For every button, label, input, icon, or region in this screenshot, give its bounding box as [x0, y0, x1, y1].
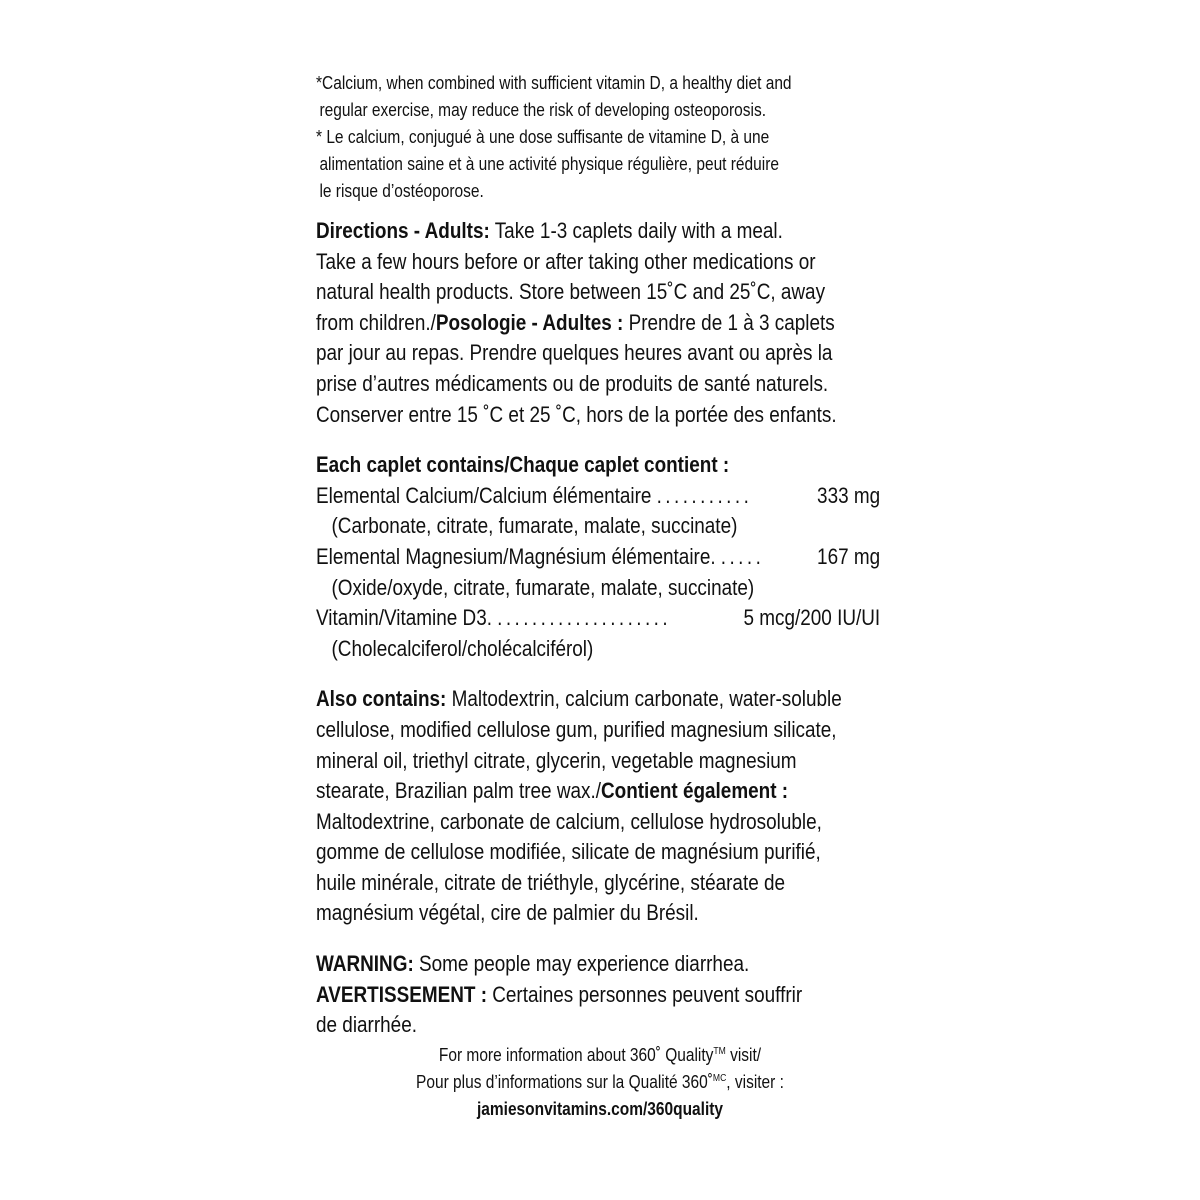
- also-contains-text: gomme de cellulose modifiée, silicate de magnésium purifié,: [316, 839, 821, 865]
- ingredient-row: [316, 481, 880, 512]
- ingredient-leader-dots: .....: [720, 543, 765, 569]
- ingredient-amount: 5 mcg/200 IU/UI: [743, 605, 881, 631]
- ingredient-name: Vitamin/Vitamine D3.: [316, 605, 492, 631]
- ingredient-leader-dots: ....................: [497, 605, 672, 631]
- directions-text: par jour au repas. Prendre quelques heures avant ou après la: [316, 340, 833, 366]
- also-contains-text: Maltodextrine, carbonate de calcium, cellulose hydrosoluble,: [316, 808, 822, 834]
- osteoporosis-claim: [316, 70, 896, 205]
- directions-text: Take a few hours before or after taking other medications or: [316, 248, 816, 274]
- also-contains-text: mineral oil, triethyl citrate, glycerin, vegetable magnesium: [316, 747, 797, 773]
- also-contains-text: Maltodextrin, calcium carbonate, water-soluble: [446, 686, 842, 712]
- ingredient-row: [316, 603, 880, 634]
- ingredient-row: [316, 542, 880, 573]
- claim-fr-line-1: * Le calcium, conjugué à une dose suffisante de vitamine D, à une: [316, 127, 770, 147]
- ingredient-detail: (Cholecalciferol/cholécalciférol): [331, 635, 594, 661]
- also-contains-heading-en: Also contains:: [316, 686, 447, 712]
- website-url: jamiesonvitamins.com/360quality: [476, 1099, 724, 1119]
- also-contains-text: stearate, Brazilian palm tree wax./: [316, 778, 601, 804]
- directions-text: Conserver entre 15 ˚C et 25 ˚C, hors de la portée des enfants.: [316, 401, 837, 427]
- also-contains-text: cellulose, modified cellulose gum, purified magnesium silicate,: [316, 716, 837, 742]
- footer-line-en: [84, 1042, 1116, 1069]
- also-contains-section: [316, 684, 842, 929]
- ingredient-detail: (Carbonate, citrate, fumarate, malate, succinate): [331, 513, 738, 539]
- ingredients-section: [316, 450, 881, 664]
- product-label-text: [316, 70, 896, 1041]
- footer-line-fr: [84, 1069, 1116, 1096]
- warning-heading-fr: AVERTISSEMENT :: [316, 981, 487, 1007]
- directions-heading-fr: Posologie - Adultes :: [435, 309, 624, 335]
- footer-text: For more information about 360˚ Quality: [438, 1045, 714, 1065]
- warning-heading-en: WARNING:: [316, 951, 414, 977]
- footer-text: Pour plus d’informations sur la Qualité 360˚: [416, 1072, 713, 1092]
- directions-text: Prendre de 1 à 3 caplets: [623, 309, 835, 335]
- directions-text: Take 1-3 caplets daily with a meal.: [489, 218, 783, 243]
- also-contains-text: magnésium végétal, cire de palmier du Brésil.: [316, 900, 699, 926]
- ingredient-name: Elemental Calcium/Calcium élémentaire: [316, 482, 652, 508]
- trademark-mark: MC: [712, 1073, 727, 1084]
- warning-text-fr: de diarrhée.: [316, 1012, 417, 1038]
- directions-text: natural health products. Store between 15˚C and 25˚C, away: [316, 279, 826, 305]
- ingredient-leader-dots: ...........: [656, 482, 753, 508]
- footer-text: , visiter :: [726, 1072, 784, 1092]
- directions-heading-en: Directions - Adults:: [316, 218, 490, 243]
- warning-section: [316, 949, 815, 1041]
- warning-text-en: Some people may experience diarrhea.: [413, 951, 750, 977]
- directions-section: [316, 216, 837, 430]
- claim-en-line-2: regular exercise, may reduce the risk of developing osteoporosis.: [319, 100, 767, 120]
- ingredient-amount: 333 mg: [817, 482, 881, 508]
- warning-text-fr: Certaines personnes peuvent souffrir: [486, 981, 803, 1007]
- ingredient-detail: (Oxide/oxyde, citrate, fumarate, malate, succinate): [331, 574, 755, 600]
- ingredient-amount: 167 mg: [817, 543, 881, 569]
- also-contains-text: huile minérale, citrate de triéthyle, glycérine, stéarate de: [316, 869, 786, 895]
- ingredients-heading: Each caplet contains/Chaque caplet contient :: [316, 452, 730, 478]
- claim-fr-line-2: alimentation saine et à une activité physique régulière, peut réduire: [319, 154, 779, 174]
- also-contains-heading-fr: Contient également :: [600, 778, 789, 804]
- footer-text: visit/: [725, 1045, 762, 1065]
- directions-text: from children./: [316, 309, 436, 335]
- directions-text: prise d’autres médicaments ou de produits de santé naturels.: [316, 370, 829, 396]
- trademark-mark: TM: [713, 1046, 726, 1057]
- ingredient-name: Elemental Magnesium/Magnésium élémentaire.: [316, 543, 716, 569]
- quality-footer: [0, 1042, 1200, 1123]
- claim-fr-line-3: le risque d’ostéoporose.: [319, 181, 484, 201]
- claim-en-line-1: *Calcium, when combined with sufficient vitamin D, a healthy diet and: [316, 73, 792, 93]
